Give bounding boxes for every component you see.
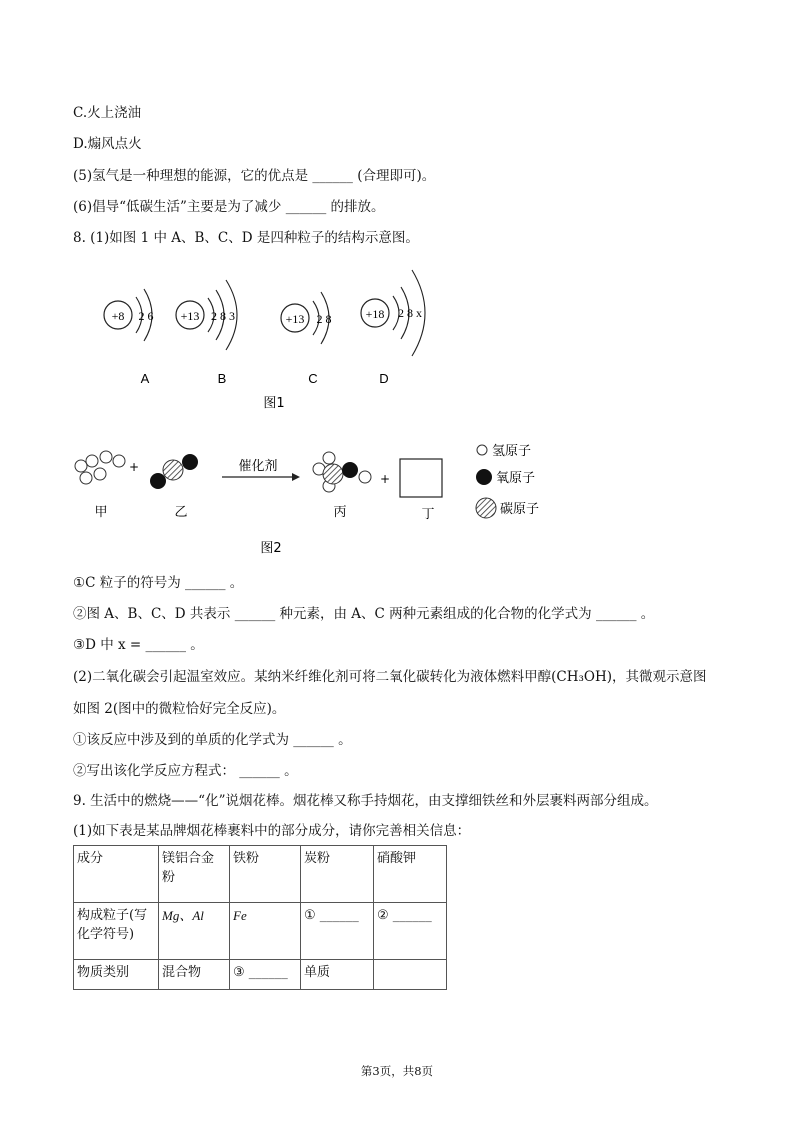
option-c: C.火上浇油: [73, 105, 142, 121]
figure-1-diagram: [0, 0, 794, 560]
label-jia: 甲: [94, 505, 108, 520]
question-9-part1: (1)如下表是某品牌烟花棒裹料中的部分成分，请你完善相关信息：: [73, 823, 471, 839]
option-d: D.煽风点火: [73, 136, 142, 152]
q8-sub3: ③D 中 x = ______ 。: [73, 637, 204, 653]
label-bing: 丙: [333, 505, 347, 520]
table-cell: ① ______: [301, 903, 374, 960]
table-cell: 铁粉: [230, 846, 301, 903]
q8-part2: (2)二氧化碳会引起温室效应。某纳米纤维化剂可将二氧化碳转化为液体燃料甲醇(CH₃OH)，其微观示意图: [73, 669, 707, 685]
figure-2-legend: [476, 444, 539, 518]
table-cell: Fe: [230, 903, 301, 960]
atom-a-label: A: [140, 371, 150, 386]
q8-part2-sub2: ②写出该化学反应方程式： ______ 。: [73, 763, 298, 779]
table-cell: 单质: [301, 960, 374, 990]
table-cell: Mg、Al: [159, 903, 230, 960]
table-row: [74, 846, 447, 903]
atom-c-nucleus: +13: [285, 312, 305, 326]
product-bing: [313, 452, 371, 492]
atom-a: [104, 289, 154, 386]
catalyst-label: 催化剂: [238, 459, 278, 474]
legend-hydrogen: 氢原子: [492, 444, 532, 459]
atom-b-electrons: 2 8 3: [211, 309, 235, 323]
atom-d-label: D: [379, 371, 389, 386]
table-cell: 硝酸钾: [374, 846, 447, 903]
reaction-arrow: [222, 458, 300, 481]
hydrogen-legend-icon: [477, 445, 487, 455]
figure-2-caption: 图2: [260, 541, 282, 556]
table-cell: 镁铝合金粉: [159, 846, 230, 903]
plus-sign-1: +: [128, 460, 140, 474]
atom-b-label: B: [217, 371, 227, 386]
question-8-intro: 8. (1)如图 1 中 A、B、C、D 是四种粒子的结构示意图。: [73, 230, 419, 246]
table-cell: 成分: [74, 846, 159, 903]
atom-b-nucleus: +13: [180, 309, 200, 323]
figure-1-caption: 图1: [263, 396, 285, 411]
page-footer: 第3页，共8页: [360, 1064, 434, 1078]
table-cell: 炭粉: [301, 846, 374, 903]
plus-sign-2: +: [379, 472, 391, 486]
atom-c-electrons: 2 8: [316, 312, 332, 326]
q8-part2-sub1: ①该反应中涉及到的单质的化学式为 ______ 。: [73, 732, 352, 748]
carbon-legend-icon: [476, 498, 496, 518]
reactant-jia: [75, 451, 125, 484]
legend-oxygen: 氧原子: [496, 471, 536, 486]
atom-b: [176, 280, 237, 386]
table-cell: 混合物: [159, 960, 230, 990]
table-cell: [374, 960, 447, 990]
atom-c: [281, 292, 332, 386]
table-cell: 物质类别: [74, 960, 159, 990]
question-9-intro: 9. 生活中的燃烧——“化”说烟花棒。烟花棒又称手持烟花，由支撑细铁丝和外层裹料两部分组成。: [73, 793, 658, 809]
question-5: (5)氢气是一种理想的能源，它的优点是 ______ (合理即可)。: [73, 168, 436, 184]
table-cell: 构成粒子(写化学符号): [74, 903, 159, 960]
table-cell: ② ______: [374, 903, 447, 960]
atom-a-nucleus: +8: [111, 309, 125, 323]
atom-c-label: C: [308, 371, 318, 386]
question-6: (6)倡导“低碳生活”主要是为了减少 ______ 的排放。: [73, 199, 385, 215]
label-ding: 丁: [421, 507, 435, 522]
table-row: [74, 903, 447, 960]
legend-carbon: 碳原子: [500, 502, 540, 517]
table-row: [74, 960, 447, 990]
label-yi: 乙: [174, 505, 188, 520]
q8-sub2: ②图 A、B、C、D 共表示 ______ 种元素，由 A、C 两种元素组成的化合物的化学式为 ______ 。: [73, 606, 655, 622]
atom-a-electrons: 2 6: [138, 309, 154, 323]
atom-d-electrons: 2 8 x: [398, 306, 422, 320]
q8-part2-cont: 如图 2(图中的微粒恰好完全反应)。: [73, 701, 286, 717]
q8-sub1: ①C 粒子的符号为 ______ 。: [73, 575, 244, 591]
product-ding-box: [400, 459, 442, 497]
reactant-yi: [150, 454, 198, 489]
composition-table: [73, 845, 447, 990]
oxygen-legend-icon: [476, 469, 492, 485]
atom-d-nucleus: +18: [365, 307, 385, 321]
table-cell: ③ ______: [230, 960, 301, 990]
atom-d: [361, 270, 425, 386]
